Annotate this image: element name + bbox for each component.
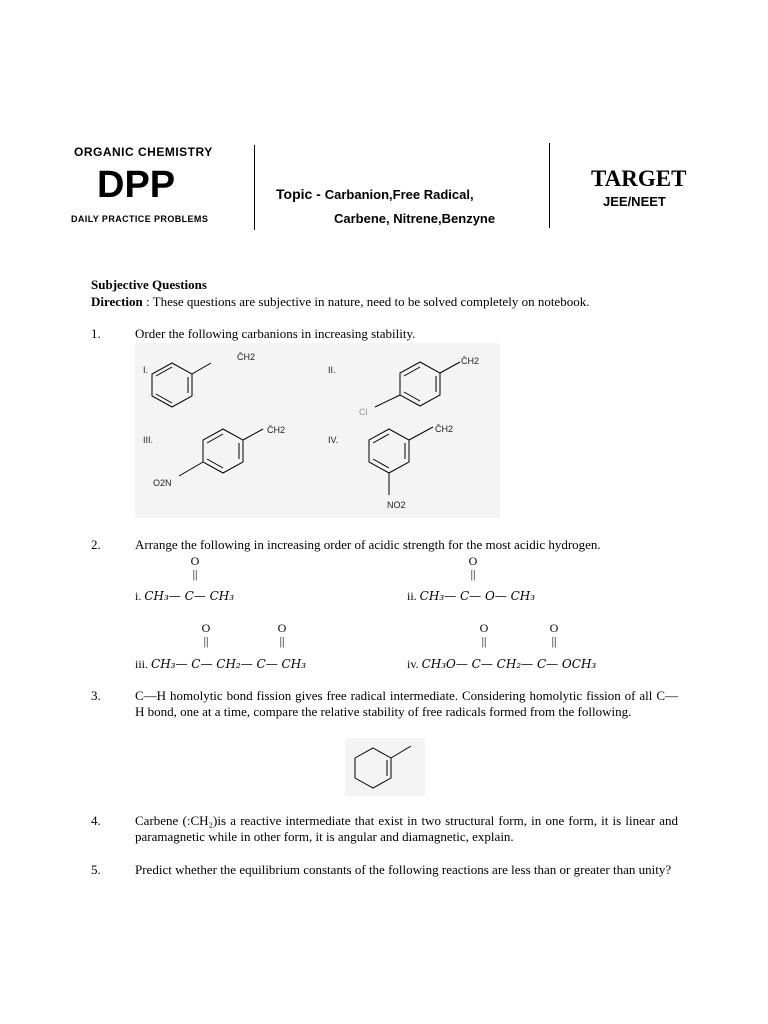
compound-formula: CH₃— C— O— CH₃ bbox=[419, 589, 536, 603]
compound-label: iv. bbox=[407, 657, 419, 671]
direction-line bbox=[91, 294, 589, 310]
carbonyl-o: O || bbox=[277, 621, 287, 648]
carbonyl-o: O || bbox=[201, 621, 211, 648]
structure-label: III. bbox=[143, 435, 154, 445]
compound-formula: CH₃O— C— CH₂— C— OCH₃ bbox=[421, 657, 597, 671]
header-divider-left bbox=[254, 145, 255, 230]
carbanion-structures-figure bbox=[135, 343, 500, 518]
topic-value-1: Carbanion,Free Radical, bbox=[324, 187, 474, 202]
target-title: TARGET bbox=[591, 166, 687, 191]
carbanion-group: C̄H2 bbox=[267, 425, 286, 435]
question-number: 5. bbox=[91, 862, 101, 877]
structure-label: IV. bbox=[328, 435, 339, 445]
topic-line-2: Carbene, Nitrene,Benzyne bbox=[334, 211, 496, 226]
compound-formula: CH₃— C— CH₂— C— CH₃ bbox=[151, 657, 307, 671]
brand-logo-text: DPP bbox=[97, 164, 176, 206]
compound-iv bbox=[407, 657, 596, 672]
compound-ii bbox=[407, 589, 535, 604]
header-divider-right bbox=[549, 143, 550, 228]
question-number: 4. bbox=[91, 813, 101, 828]
topic-label: Topic - bbox=[276, 186, 325, 202]
substituent-label: NO2 bbox=[387, 500, 406, 510]
question-text: Order the following carbanions in increasing stability. bbox=[135, 326, 416, 341]
direction-text: : These questions are subjective in nature, need to be solved completely on notebook. bbox=[142, 294, 590, 309]
question-text: Arrange the following in increasing order of acidic strength for the most acidic hydrogen. bbox=[135, 537, 601, 552]
section-heading: Subjective Questions bbox=[91, 277, 207, 292]
direction-label: Direction bbox=[91, 294, 143, 309]
methylcyclohexene-structure bbox=[345, 738, 425, 796]
carbanion-group: C̄H2 bbox=[461, 356, 480, 366]
carbonyl-o: O || bbox=[549, 621, 559, 648]
carbanion-group: C̄H2 bbox=[237, 352, 256, 362]
question-number: 3. bbox=[91, 688, 101, 703]
substituent-label: Cl bbox=[359, 407, 368, 417]
compound-iii bbox=[135, 657, 306, 672]
compound-formula: CH₃— C— CH₃ bbox=[144, 589, 235, 603]
brand-subtitle: DAILY PRACTICE PROBLEMS bbox=[71, 214, 209, 224]
question-text: Carbene (:CH₂)is a reactive intermediate that exist in two structural form, in one form, it is linear and paramagnetic while in other form, it is angular and diamagnetic, explain. bbox=[135, 813, 678, 844]
compound-label: iii. bbox=[135, 657, 149, 671]
target-exam: JEE/NEET bbox=[603, 194, 666, 209]
structure-label: II. bbox=[328, 365, 336, 375]
question-text: Predict whether the equilibrium constants of the following reactions are less than or greater than unity? bbox=[135, 862, 672, 877]
carbanion-group: C̄H2 bbox=[435, 424, 454, 434]
question-number: 2. bbox=[91, 537, 101, 552]
compound-label: i. bbox=[135, 589, 142, 603]
carbonyl-o: O || bbox=[479, 621, 489, 648]
subject-title: ORGANIC CHEMISTRY bbox=[74, 145, 213, 159]
carbonyl-o: O || bbox=[190, 554, 200, 581]
structure-label: I. bbox=[143, 365, 149, 375]
question-number: 1. bbox=[91, 326, 101, 341]
carbonyl-o: O || bbox=[468, 554, 478, 581]
question-text: C—H homolytic bond fission gives free radical intermediate. Considering homolytic fission of all C—H bond, one at a time, compare the relative stability of free radicals formed from the following. bbox=[135, 688, 678, 719]
substituent-label: O2N bbox=[153, 478, 172, 488]
topic-line-1 bbox=[276, 186, 474, 202]
compound-i bbox=[135, 589, 234, 604]
compound-label: ii. bbox=[407, 589, 417, 603]
